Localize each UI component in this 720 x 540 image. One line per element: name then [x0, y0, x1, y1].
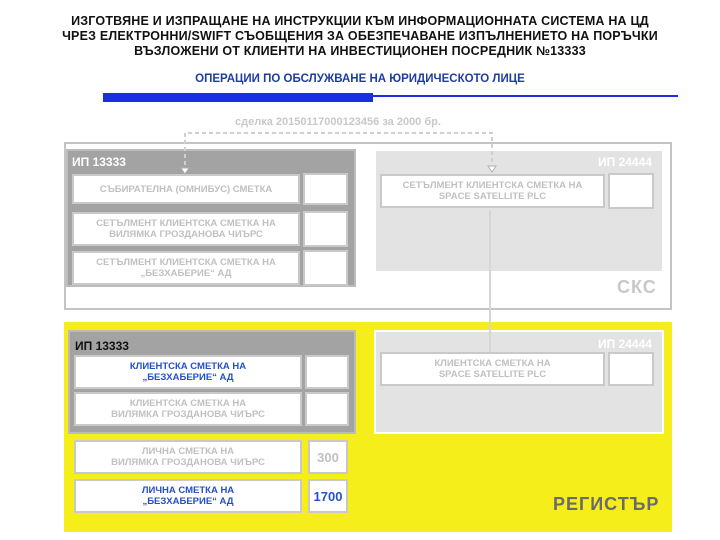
deal-flow-arrow-right	[488, 166, 496, 172]
personal-account-bezhaberie-quantity: 1700	[308, 479, 348, 513]
register-label: РЕГИСТЪР	[553, 494, 660, 514]
personal-account-chiars-quantity: 300	[308, 440, 348, 474]
sks-label: СКС	[617, 277, 657, 297]
personal-account-bezhaberie: ЛИЧНА СМЕТКА НА „БЕЗХАБЕРИЕ“ АД	[74, 479, 302, 513]
register-client-account-space-satellite: КЛИЕНТСКА СМЕТКА НА SPACE SATELLITE PLC	[380, 352, 605, 386]
page-subtitle: ОПЕРАЦИИ ПО ОБСЛУЖВАНЕ НА ЮРИДИЧЕСКОТО ЛИЦЕ	[195, 73, 525, 85]
page-title: ИЗГОТВЯНЕ И ИЗПРАЩАНЕ НА ИНСТРУКЦИИ КЪМ ИНФОРМАЦИОННАТА СИСТЕМА НА ЦД ЧРЕЗ ЕЛЕКТРОННИ/SWIFT СЪОБЩЕНИЯ ЗА ОБЕЗПЕЧАВАНЕ ИЗПЪЛНЕНИЕТО НА ПОРЪЧКИ ВЪЗЛОЖЕНИ ОТ КЛИЕНТИ НА ИНВЕСТИЦИОНЕН ПОСРЕДНИК №13333	[62, 14, 658, 58]
deal-flow-line	[185, 133, 492, 172]
sks-settlement-account-bezhaberie: СЕТЪЛМЕНТ КЛИЕНТСКА СМЕТКА НА „БЕЗХАБЕРИЕ“ АД	[72, 251, 300, 285]
deal-flow-arrow-left	[181, 168, 189, 174]
register-client-account-bezhaberie: КЛИЕНТСКА СМЕТКА НА „БЕЗХАБЕРИЕ“ АД	[74, 355, 302, 389]
register-broker-24444-label: ИП 24444	[598, 337, 652, 351]
deal-label: сделка 20150117000123456 за 2000 бр.	[235, 116, 441, 128]
sks-broker-24444-label: ИП 24444	[598, 155, 652, 169]
sks-settlement-account-chiars: СЕТЪЛМЕНТ КЛИЕНТСКА СМЕТКА НА ВИЛЯМКА ГРОЗДАНОВА ЧИЪРС	[72, 212, 300, 246]
register-broker-13333-label: ИП 13333	[75, 339, 129, 353]
sks-settlement-account-space-satellite: СЕТЪЛМЕНТ КЛИЕНТСКА СМЕТКА НА SPACE SATELLITE PLC	[380, 174, 605, 208]
sks-omnibus-account: СЪБИРАТЕЛНА (ОМНИБУС) СМЕТКА	[72, 174, 300, 204]
personal-account-chiars: ЛИЧНА СМЕТКА НА ВИЛЯМКА ГРОЗДАНОВА ЧИЪРС	[74, 440, 302, 474]
sks-broker-13333-label: ИП 13333	[72, 155, 126, 169]
register-client-account-chiars: КЛИЕНТСКА СМЕТКА НА ВИЛЯМКА ГРОЗДАНОВА ЧИЪРС	[74, 392, 302, 426]
